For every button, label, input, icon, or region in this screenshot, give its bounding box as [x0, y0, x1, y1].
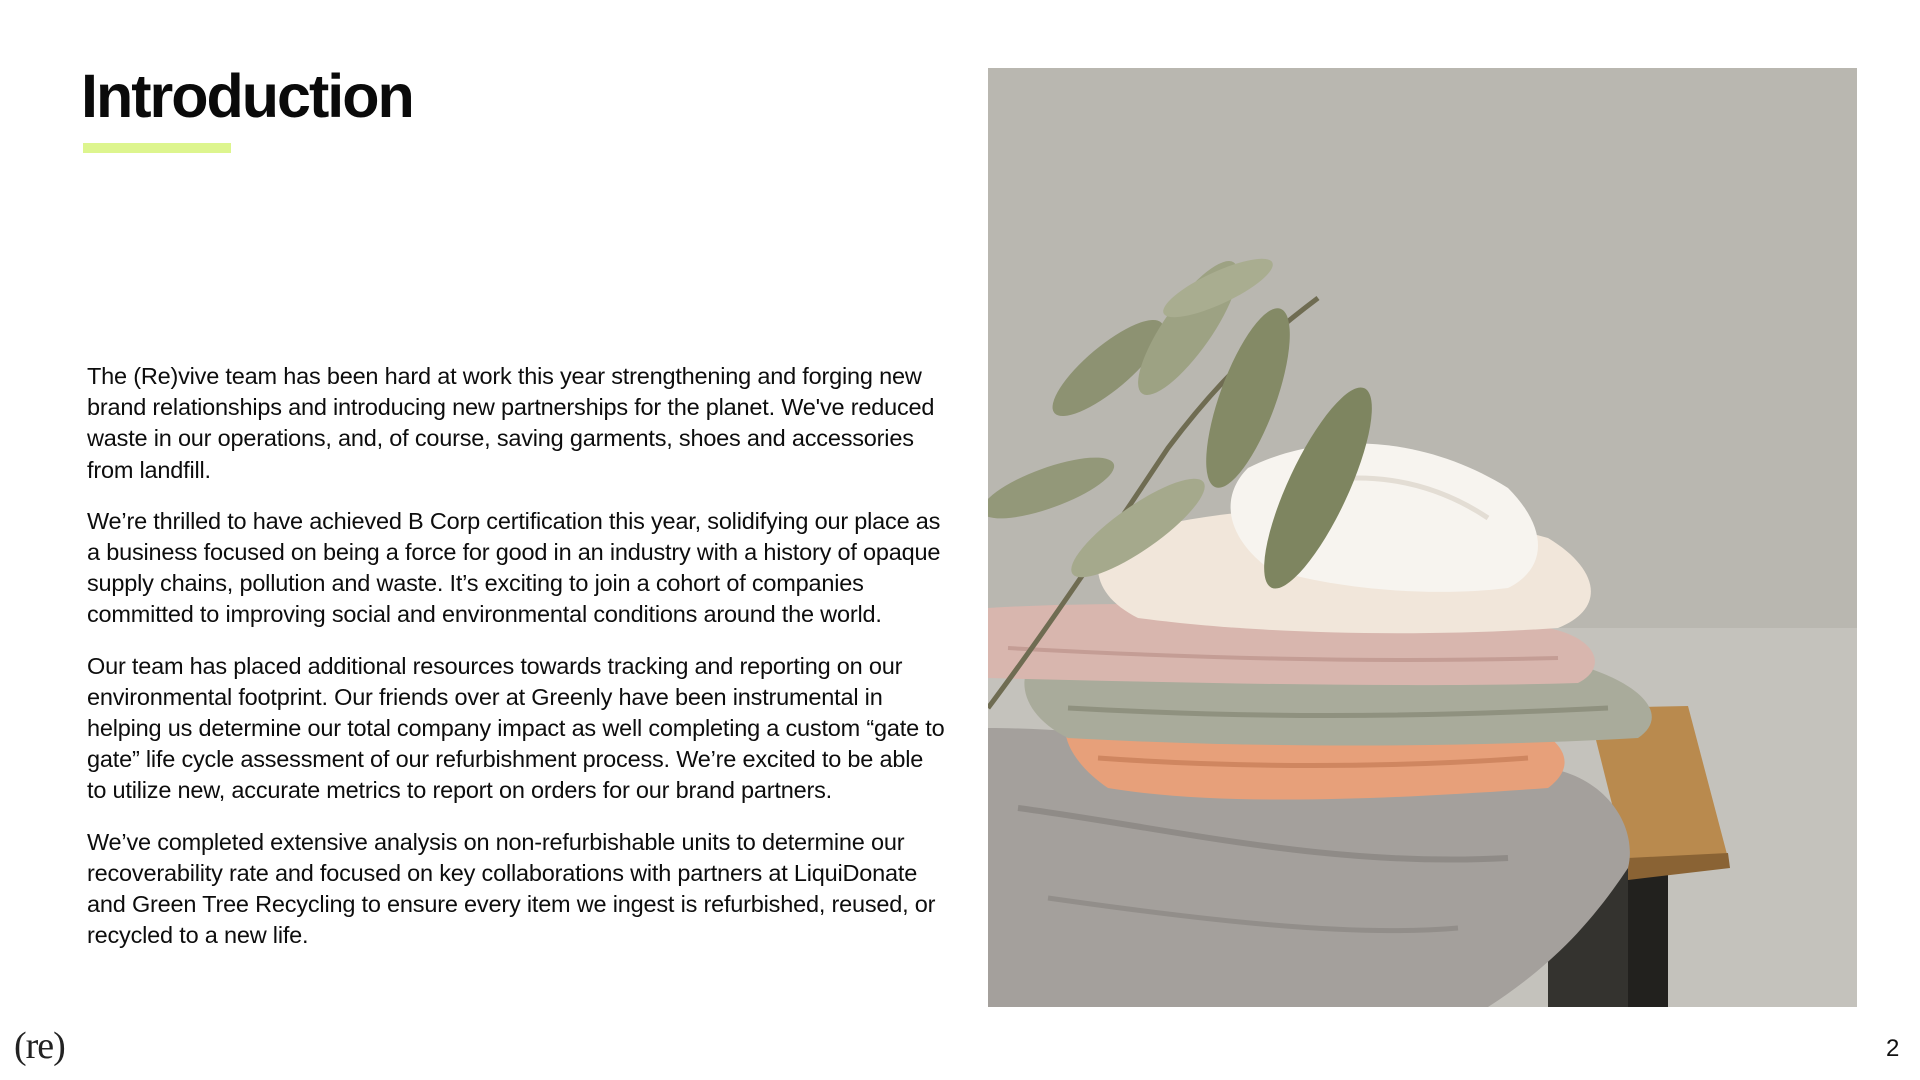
slide-title: Introduction [81, 62, 413, 130]
intro-paragraph-2: We’re thrilled to have achieved B Corp certification this year, solidifying our place as a business focused on being a force for good in an industry with a history of opaque supply chains, pollution and waste. It’s exciting to join a cohort of companies committed to improving social and environmental conditions around the world. [87, 507, 941, 628]
title-accent-underline [83, 143, 231, 153]
intro-body [87, 361, 947, 971]
intro-paragraph-3: Our team has placed additional resources towards tracking and reporting on our environmental footprint. Our friends over at Greenly have been instrumental in helping us determine our total company impact as well completing a custom “gate to gate” life cycle assessment of our refurbishment process. We’re excited to be able to utilize new, accurate metrics to report on orders for our brand partners. [87, 652, 945, 804]
folded-textiles-photo [988, 68, 1857, 1007]
page-number: 2 [1886, 1035, 1900, 1062]
intro-paragraph-1: The (Re)vive team has been hard at work this year strengthening and forging new brand relationships and introducing new partnerships for the planet. We've reduced waste in our operations, and, of course, saving garments, shoes and accessories from landfill. [87, 363, 935, 483]
brand-logo: (re) [14, 1025, 65, 1067]
intro-paragraph-4: We’ve completed extensive analysis on non-refurbishable units to determine our recoverability rate and focused on key collaborations with partners at LiquiDonate and Green Tree Recycling to ensure every item we ingest is refurbished, reused, or recycled to a new life. [87, 828, 936, 949]
